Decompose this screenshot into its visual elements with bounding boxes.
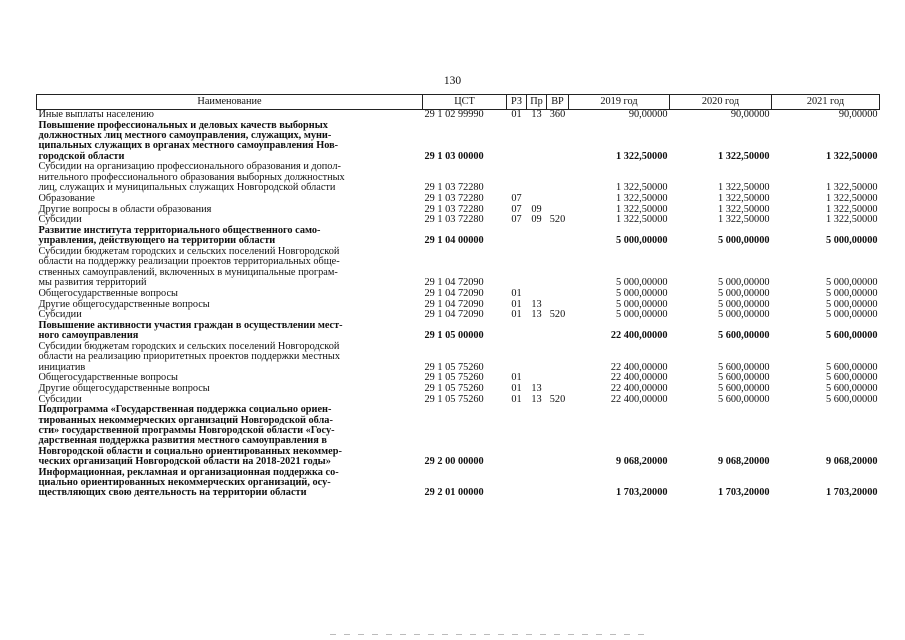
cell-rz — [507, 468, 527, 499]
cell-vr — [547, 247, 569, 289]
column-header-2019: 2019 год — [569, 95, 670, 110]
cell-2019: 22 400,00000 — [610, 361, 668, 373]
cell-rz: 07 — [511, 193, 522, 204]
cell-2019: 5 000,00000 — [616, 298, 668, 310]
cell-vr — [547, 226, 569, 247]
cell-pr — [527, 342, 547, 374]
cell-vr — [547, 405, 569, 467]
cell-pr: 13 — [531, 309, 542, 321]
cell-2021: 5 600,00000 — [826, 382, 878, 394]
table-row — [37, 162, 880, 194]
cell-cst: 29 2 01 00000 — [424, 487, 484, 499]
budget-table — [36, 94, 880, 499]
cell-vr — [547, 468, 569, 499]
cell-pr — [527, 226, 547, 247]
cell-2019: 5 000,00000 — [616, 277, 668, 289]
cell-2019: 1 703,20000 — [616, 487, 668, 499]
cell-2019: 5 000,00000 — [616, 235, 668, 246]
cell-2020: 5 600,00000 — [718, 382, 770, 394]
column-header-2021: 2021 год — [772, 95, 880, 110]
cell-2020: 1 322,50000 — [718, 193, 770, 204]
cell-2020: 5 600,00000 — [718, 393, 770, 405]
table-row — [37, 384, 880, 395]
cell-2020: 5 000,00000 — [718, 287, 770, 299]
cell-2020: 5 000,00000 — [718, 309, 770, 321]
table-row-section — [37, 121, 880, 163]
cell-pr — [527, 468, 547, 499]
cell-vr: 520 — [549, 214, 566, 226]
cell-cst: 29 2 00 00000 — [424, 455, 484, 467]
cell-2021: 5 600,00000 — [826, 329, 878, 341]
cell-pr — [527, 162, 547, 194]
cell-2020: 5 000,00000 — [718, 298, 770, 310]
column-header-2020: 2020 год — [670, 95, 772, 110]
cell-vr: 360 — [549, 109, 566, 120]
cell-rz — [507, 321, 527, 342]
cell-vr — [547, 384, 569, 395]
cell-rz — [507, 342, 527, 374]
cell-rz: 01 — [511, 309, 522, 321]
cell-cst: 29 1 02 99990 — [424, 109, 484, 120]
cell-2021: 5 000,00000 — [826, 298, 878, 310]
cell-pr — [527, 405, 547, 467]
cell-name: Другие общегосударственные вопросы — [38, 382, 210, 394]
cell-vr — [547, 289, 569, 300]
cell-cst: 29 1 03 72280 — [424, 182, 484, 194]
cell-pr — [527, 247, 547, 289]
cell-rz: 07 — [511, 203, 522, 215]
cell-rz — [507, 121, 527, 163]
cell-2020: 90,00000 — [730, 109, 770, 120]
table-row-section — [37, 405, 880, 467]
cell-2021: 5 600,00000 — [826, 372, 878, 384]
cell-name: Образование — [38, 193, 95, 204]
cell-rz: 01 — [511, 287, 522, 299]
cell-2020: 1 703,20000 — [718, 487, 770, 499]
cell-2021: 1 322,50000 — [826, 214, 878, 226]
cell-2021: 5 000,00000 — [826, 309, 878, 321]
table-row — [37, 289, 880, 300]
cell-2019: 22 400,00000 — [610, 393, 668, 405]
cell-2021: 5 600,00000 — [826, 361, 878, 373]
cell-rz: 01 — [511, 109, 522, 120]
cell-name: Другие вопросы в области образования — [38, 203, 212, 215]
cell-2021: 1 703,20000 — [826, 487, 878, 499]
cell-2019: 5 000,00000 — [616, 309, 668, 321]
cell-2020: 1 322,50000 — [718, 182, 770, 194]
cell-vr: 520 — [549, 309, 566, 321]
cell-2019: 1 322,50000 — [616, 182, 668, 194]
column-header-cst: ЦСТ — [423, 95, 507, 110]
cell-cst: 29 1 03 72280 — [424, 193, 484, 204]
cell-2021: 9 068,20000 — [826, 455, 878, 467]
cell-cst: 29 1 04 72090 — [424, 298, 484, 310]
cell-rz — [507, 405, 527, 467]
table-row — [37, 110, 880, 121]
cell-vr — [547, 121, 569, 163]
cell-name: Повышение активности участия граждан в осуществлении мест- ного самоуправления — [38, 319, 343, 342]
column-header-pr: Пр — [527, 95, 547, 110]
cell-rz — [507, 162, 527, 194]
cell-pr — [527, 121, 547, 163]
cell-2020: 5 600,00000 — [718, 361, 770, 373]
table-row-section — [37, 321, 880, 342]
cell-rz — [507, 247, 527, 289]
cell-pr: 09 — [531, 203, 542, 215]
table-row-section — [37, 468, 880, 499]
cell-2019: 22 400,00000 — [610, 329, 668, 341]
cell-2019: 5 000,00000 — [616, 287, 668, 299]
cell-2021: 1 322,50000 — [826, 150, 878, 162]
cell-name: Субсидии на организацию профессионального образования и допол- нительного профессионального образования выборных должностных лиц, служащих и муниципальных служащих Новгородской области — [38, 161, 345, 194]
cell-pr: 13 — [531, 298, 542, 310]
cell-2021: 1 322,50000 — [826, 193, 878, 204]
cell-cst: 29 1 03 72280 — [424, 214, 484, 226]
cell-rz: 01 — [511, 393, 522, 405]
cell-rz: 01 — [511, 382, 522, 394]
cell-name: Субсидии бюджетам городских и сельских поселений Новгородской области на поддержку реализации проектов территориальных обще- ственных самоуправлений, включенных в муниципальные програм- мы развития территорий — [38, 245, 340, 289]
cell-vr — [547, 162, 569, 194]
cell-cst: 29 1 05 00000 — [424, 329, 484, 341]
cell-name: Повышение профессиональных и деловых качеств выборных должностных лиц местного самоуправления, служащих, муни- ципальных служащих в органах местного самоуправления Нов- городской области — [38, 119, 339, 162]
cell-name: Подпрограмма «Государственная поддержка социально ориен- тированных некоммерческих организаций Новгородской обла- сти» государственной программы Новгородской области «Госу- дарственная поддержка развития местного самоуправления в Новгородской области и социально ориентированных некоммер- ческих организаций Новгородской области на 2018-2021 годы» — [38, 404, 342, 468]
column-header-vr: ВР — [547, 95, 569, 110]
cell-pr — [527, 194, 547, 205]
cell-name: Другие общегосударственные вопросы — [38, 298, 210, 310]
cell-2020: 9 068,20000 — [718, 455, 770, 467]
cell-2019: 1 322,50000 — [616, 203, 668, 215]
cell-vr: 520 — [549, 393, 566, 405]
cell-cst: 29 1 05 75260 — [424, 361, 484, 373]
cell-pr: 09 — [531, 214, 542, 226]
scan-artifact-divider — [330, 634, 650, 635]
cell-2019: 1 322,50000 — [616, 193, 668, 204]
cell-2021: 5 000,00000 — [826, 277, 878, 289]
cell-2021: 90,00000 — [838, 109, 878, 120]
cell-pr — [527, 321, 547, 342]
cell-rz — [507, 226, 527, 247]
cell-cst: 29 1 05 75260 — [424, 382, 484, 394]
cell-2019: 22 400,00000 — [610, 382, 668, 394]
cell-2020: 1 322,50000 — [718, 214, 770, 226]
cell-2020: 5 000,00000 — [718, 235, 770, 246]
cell-2020: 1 322,50000 — [718, 203, 770, 215]
cell-2021: 5 600,00000 — [826, 393, 878, 405]
cell-2021: 1 322,50000 — [826, 182, 878, 194]
cell-2021: 5 000,00000 — [826, 235, 878, 246]
cell-cst: 29 1 04 72090 — [424, 287, 484, 299]
cell-pr: 13 — [531, 382, 542, 394]
cell-vr — [547, 342, 569, 374]
cell-cst: 29 1 04 72090 — [424, 277, 484, 289]
cell-cst: 29 1 05 75260 — [424, 393, 484, 405]
cell-name: Субсидии — [38, 393, 82, 405]
cell-vr — [547, 373, 569, 384]
cell-name: Субсидии бюджетам городских и сельских поселений Новгородской области на реализацию приоритетных проектов поддержки местных инициатив — [38, 340, 340, 373]
cell-vr — [547, 194, 569, 205]
cell-2020: 5 600,00000 — [718, 372, 770, 384]
cell-2021: 1 322,50000 — [826, 203, 878, 215]
cell-2019: 1 322,50000 — [616, 214, 668, 226]
column-header-name: Наименование — [37, 95, 423, 110]
cell-2019: 90,00000 — [628, 109, 668, 120]
table-row — [37, 194, 880, 205]
cell-cst: 29 1 03 00000 — [424, 150, 484, 162]
cell-rz: 01 — [511, 298, 522, 310]
cell-2019: 22 400,00000 — [610, 372, 668, 384]
cell-2021: 5 000,00000 — [826, 287, 878, 299]
cell-2020: 5 000,00000 — [718, 277, 770, 289]
cell-cst: 29 1 03 72280 — [424, 203, 484, 215]
cell-2020: 1 322,50000 — [718, 150, 770, 162]
cell-vr — [547, 321, 569, 342]
cell-name: Общегосударственные вопросы — [38, 372, 178, 384]
cell-name: Иные выплаты населению — [38, 109, 155, 120]
cell-rz: 07 — [511, 214, 522, 226]
table-header — [37, 95, 880, 110]
table-body — [37, 110, 880, 499]
cell-name: Субсидии — [38, 309, 82, 321]
cell-rz: 01 — [511, 372, 522, 384]
cell-2019: 1 322,50000 — [616, 150, 668, 162]
cell-name: Информационная, рекламная и организационная поддержка со- циально ориентированных некоммерческих организаций, осу- ществляющих свою деятельность на территории области — [38, 466, 339, 499]
cell-cst: 29 1 05 75260 — [424, 372, 484, 384]
cell-name: Развитие института территориального общественного само- управления, действующего на территории области — [38, 224, 321, 247]
cell-2020: 5 600,00000 — [718, 329, 770, 341]
cell-pr: 13 — [531, 393, 542, 405]
cell-2019: 9 068,20000 — [616, 455, 668, 467]
cell-cst: 29 1 04 72090 — [424, 309, 484, 321]
cell-name: Общегосударственные вопросы — [38, 287, 178, 299]
page-number: 130 — [443, 75, 462, 87]
cell-pr: 13 — [531, 109, 542, 120]
cell-name: Субсидии — [38, 214, 82, 226]
cell-cst: 29 1 04 00000 — [424, 235, 484, 246]
table-row — [37, 247, 880, 289]
cell-pr — [527, 289, 547, 300]
table-row — [37, 342, 880, 374]
table-row-section — [37, 226, 880, 247]
column-header-rz: РЗ — [507, 95, 527, 110]
